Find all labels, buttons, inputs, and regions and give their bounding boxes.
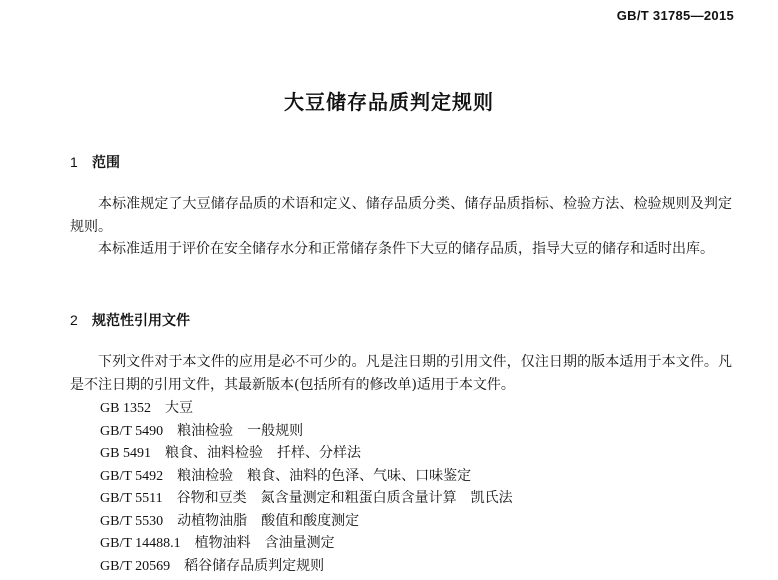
paragraph: 本标准适用于评价在安全储存水分和正常储存条件下大豆的储存品质，指导大豆的储存和适时出库。 bbox=[98, 241, 714, 257]
section-number: 2 bbox=[70, 312, 78, 328]
section-2-heading bbox=[70, 310, 190, 330]
paragraph: 本标准规定了大豆储存品质的术语和定义、储存品质分类、储存品质指标、检验方法、检验规则及判定规则。 bbox=[70, 196, 732, 235]
list-item bbox=[100, 532, 513, 555]
reference-code: GB/T 5492 bbox=[100, 468, 164, 484]
list-item bbox=[100, 510, 513, 533]
section-title: 范围 bbox=[92, 155, 120, 171]
reference-name: 粮油检验 一般规则 bbox=[177, 422, 304, 439]
reference-code: GB/T 5511 bbox=[100, 491, 163, 506]
reference-name: 稻谷储存品质判定规则 bbox=[184, 557, 325, 574]
list-item bbox=[100, 555, 513, 578]
reference-list bbox=[100, 397, 513, 577]
reference-code: GB/T 5530 bbox=[100, 513, 164, 529]
list-item bbox=[100, 442, 513, 465]
list-item bbox=[100, 487, 513, 510]
reference-code: GB/T 14488.1 bbox=[100, 536, 181, 551]
reference-code: GB/T 20569 bbox=[100, 558, 171, 574]
reference-code: GB/T 5490 bbox=[100, 423, 164, 439]
paragraph: 下列文件对于本文件的应用是必不可少的。凡是注日期的引用文件，仅注日期的版本适用于本文件。凡是不注日期的引用文件，其最新版本(包括所有的修改单)适用于本文件。 bbox=[70, 354, 732, 393]
section-1-heading bbox=[70, 152, 120, 172]
reference-code: GB 5491 bbox=[100, 446, 151, 461]
document-title: 大豆储存品质判定规则 bbox=[284, 90, 494, 114]
reference-name: 大豆 bbox=[164, 400, 193, 416]
list-item bbox=[100, 397, 513, 420]
reference-name: 粮油检验 粮食、油料的色泽、气味、口味鉴定 bbox=[177, 467, 472, 484]
reference-name: 谷物和豆类 氮含量测定和粗蛋白质含量计算 凯氏法 bbox=[176, 490, 513, 506]
section-number: 1 bbox=[70, 154, 78, 170]
standard-code: GB/T 31785—2015 bbox=[616, 8, 734, 23]
reference-code: GB 1352 bbox=[100, 401, 151, 416]
list-item bbox=[100, 465, 513, 488]
reference-name: 粮食、油料检验 扦样、分样法 bbox=[164, 445, 361, 461]
reference-name: 动植物油脂 酸值和酸度测定 bbox=[177, 512, 360, 529]
reference-name: 植物油料 含油量测定 bbox=[194, 535, 335, 551]
list-item bbox=[100, 420, 513, 443]
section-title: 规范性引用文件 bbox=[92, 313, 190, 329]
